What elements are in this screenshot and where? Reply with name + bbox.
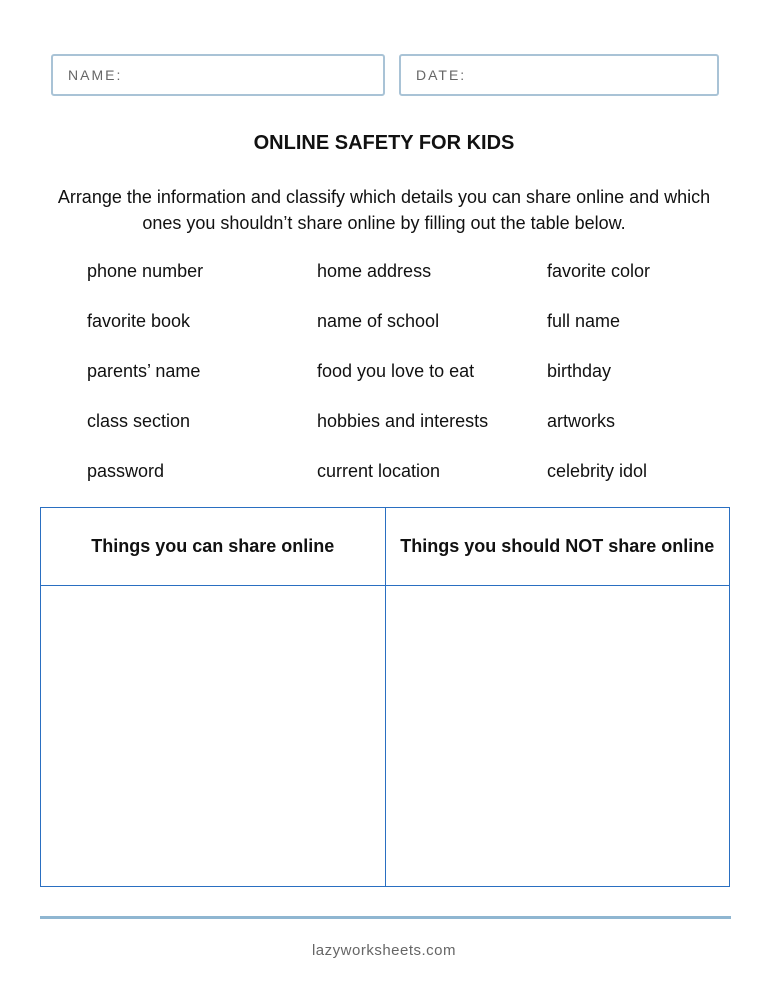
word-item: birthday [547, 361, 612, 381]
word-item: phone number [87, 261, 204, 281]
word-item: parents’ name [87, 361, 201, 381]
name-field[interactable] [51, 54, 385, 96]
date-label: DATE: [416, 67, 467, 83]
word-item: home address [317, 261, 432, 281]
word-item: current location [317, 461, 441, 481]
date-field[interactable] [399, 54, 719, 96]
not-share-online-answer-area[interactable] [385, 586, 730, 887]
page-title: ONLINE SAFETY FOR KIDS [253, 132, 515, 154]
word-item: favorite book [87, 311, 191, 331]
word-bank [87, 258, 727, 508]
word-item: favorite color [547, 261, 651, 281]
word-item: food you love to eat [317, 361, 475, 381]
header-not-share-online: Things you should NOT share online [385, 508, 730, 586]
word-item: name of school [317, 311, 440, 331]
share-online-answer-area[interactable] [41, 586, 386, 887]
footer-site: lazyworksheets.com [311, 942, 457, 959]
word-item: full name [547, 311, 621, 331]
word-item: password [87, 461, 165, 481]
word-item: hobbies and interests [317, 411, 489, 431]
instructions: Arrange the information and classify which details you can share online and which ones you shouldn’t share online by filling out the table below. [57, 187, 711, 233]
word-item: artworks [547, 411, 616, 431]
header-share-online: Things you can share online [41, 508, 386, 586]
footer-divider [40, 916, 731, 919]
name-label: NAME: [68, 67, 123, 83]
word-item: class section [87, 411, 191, 431]
word-item: celebrity idol [547, 461, 648, 481]
sorting-table [40, 507, 730, 887]
